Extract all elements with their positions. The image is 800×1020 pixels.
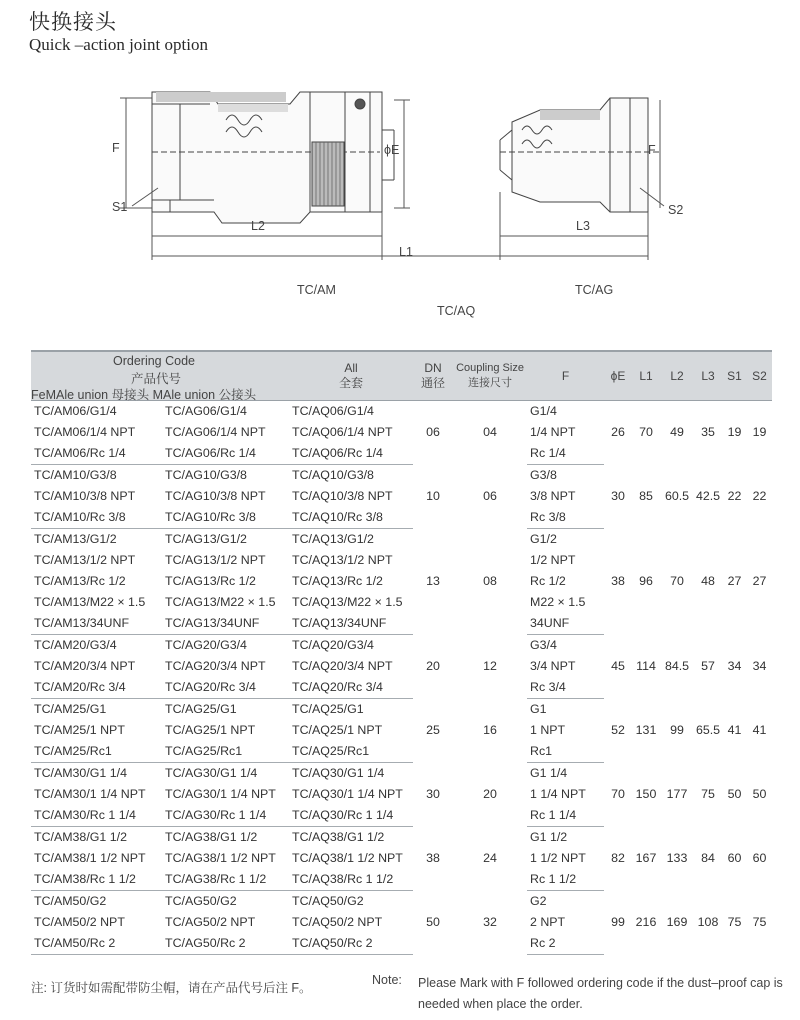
all-code-cell: TC/AQ10/3/8 NPT (292, 489, 393, 503)
s1-cell: 41 (727, 723, 742, 737)
dn-cell: 10 (426, 489, 440, 503)
female-code-cell: TC/AM30/1 1/4 NPT (34, 787, 146, 801)
all-code-cell: TC/AQ20/3/4 NPT (292, 659, 393, 673)
phi-e-cell: 26 (611, 425, 625, 440)
all-code-cell: TC/AQ06/1/4 NPT (292, 425, 393, 439)
coupling-size-cell: 16 (483, 723, 497, 737)
header-s1: S1 (722, 351, 747, 401)
table-row (31, 891, 772, 913)
female-code-cell: TC/AM10/G3/8 (34, 468, 117, 482)
female-code-cell: TC/AM06/Rc 1/4 (31, 443, 162, 465)
s1-cell: 34 (727, 659, 742, 673)
female-code-cell: TC/AM13/G1/2 (34, 532, 117, 546)
thread-f-cell: Rc 1 1/4 (527, 805, 604, 827)
male-coupling-figure (500, 98, 660, 212)
female-code-cell: TC/AM06/1/4 NPT (34, 425, 136, 439)
phi-e-cell: 70 (611, 787, 625, 801)
female-code-cell: TC/AM20/Rc 3/4 (31, 677, 162, 699)
thread-f-cell: G3/4 (530, 638, 557, 652)
male-code-cell: TC/AG30/G1 1/4 (165, 766, 258, 780)
l3-cell: 42.5 (695, 489, 721, 503)
female-code-cell: TC/AM38/Rc 1 1/2 (31, 869, 162, 891)
all-code-cell: TC/AQ13/34UNF (289, 613, 413, 635)
male-code-cell: TC/AG06/Rc 1/4 (162, 443, 289, 465)
l1-cell: 85 (639, 489, 653, 503)
all-code-cell: TC/AQ20/Rc 3/4 (289, 677, 413, 699)
female-code-cell: TC/AM13/34UNF (31, 613, 162, 635)
male-code-cell: TC/AG30/1 1/4 NPT (165, 787, 276, 801)
male-code-cell: TC/AG25/Rc1 (162, 741, 289, 763)
table-row (31, 699, 772, 721)
female-code-cell: TC/AM50/2 NPT (34, 915, 125, 929)
l1-cell: 131 (635, 723, 657, 737)
all-code-cell: TC/AQ30/1 1/4 NPT (292, 787, 403, 801)
s1-cell: 60 (727, 851, 742, 865)
female-code-cell: TC/AM25/Rc1 (31, 741, 162, 763)
male-code-cell: TC/AG13/M22 × 1.5 (165, 595, 276, 609)
male-code-cell: TC/AG50/G2 (165, 894, 237, 908)
header-all: All (344, 361, 358, 375)
header-coupling-cn: 连接尺寸 (468, 377, 512, 389)
l1-cell: 216 (635, 915, 657, 929)
dn-cell: 20 (426, 659, 440, 673)
thread-f-cell: G1 1/2 (530, 830, 568, 844)
thread-f-cell: 1 NPT (530, 723, 566, 737)
thread-f-cell: Rc 3/4 (527, 677, 604, 699)
thread-f-cell: 3/8 NPT (530, 489, 576, 503)
l2-cell: 84.5 (664, 659, 690, 673)
female-code-cell: TC/AM38/G1 1/2 (34, 830, 127, 844)
all-code-cell: TC/AQ13/1/2 NPT (292, 553, 393, 567)
s2-cell: 50 (752, 787, 767, 801)
female-code-cell: TC/AM06/G1/4 (34, 404, 117, 418)
l1-cell: 150 (635, 787, 657, 801)
table-header (31, 351, 772, 401)
all-code-cell: TC/AQ10/Rc 3/8 (289, 507, 413, 529)
coupling-size-cell: 20 (483, 787, 497, 801)
all-code-cell: TC/AQ06/Rc 1/4 (289, 443, 413, 465)
thread-f-cell: G1/2 (530, 532, 557, 546)
male-code-cell: TC/AG10/Rc 3/8 (162, 507, 289, 529)
header-all-cn: 全套 (338, 376, 363, 390)
s2-cell: 27 (752, 574, 767, 588)
phi-e-cell: 52 (611, 723, 625, 737)
male-code-cell: TC/AG13/34UNF (162, 613, 289, 635)
l2-cell: 99 (670, 723, 684, 737)
all-code-cell: TC/AQ30/Rc 1 1/4 (289, 805, 413, 827)
s1-cell: 27 (727, 574, 742, 588)
label-phi-e: ϕE (384, 143, 400, 157)
coupling-size-cell: 06 (483, 489, 497, 503)
l1-cell: 114 (636, 659, 656, 673)
phi-e-cell: 30 (611, 489, 625, 503)
phi-e-cell: 38 (611, 574, 625, 588)
thread-f-cell: 3/4 NPT (530, 659, 576, 673)
male-code-cell: TC/AG10/G3/8 (165, 468, 247, 482)
l3-cell: 35 (701, 425, 715, 440)
l1-cell: 96 (639, 574, 653, 588)
l3-cell: 65.5 (695, 723, 721, 737)
header-f: F (527, 351, 604, 401)
header-female-male: FeMAle union 母接头 MAle union 公接头 (31, 388, 257, 402)
caption-all: TC/AQ (437, 304, 476, 318)
header-dn-cn: 通径 (420, 376, 445, 390)
coupling-drawing (0, 60, 800, 320)
all-code-cell: TC/AQ13/G1/2 (292, 532, 374, 546)
all-code-cell: TC/AQ50/Rc 2 (289, 933, 413, 955)
all-code-cell: TC/AQ50/G2 (292, 894, 364, 908)
male-code-cell: TC/AG30/Rc 1 1/4 (162, 805, 289, 827)
l3-cell: 108 (697, 915, 719, 929)
table-body (31, 401, 772, 955)
coupling-size-cell: 12 (483, 659, 497, 673)
thread-f-cell: G3/8 (530, 468, 557, 482)
header-coupling: Coupling Size (456, 362, 524, 374)
table-row (31, 401, 772, 423)
male-code-cell: TC/AG20/Rc 3/4 (162, 677, 289, 699)
thread-f-cell: Rc1 (527, 741, 604, 763)
s2-cell: 75 (752, 915, 767, 929)
male-code-cell: TC/AG20/3/4 NPT (165, 659, 266, 673)
s2-cell: 34 (752, 659, 767, 673)
coupling-size-cell: 24 (483, 851, 497, 865)
page-title-en: Quick –action joint option (29, 35, 208, 54)
s2-cell: 41 (752, 723, 767, 737)
label-l2: L2 (251, 219, 265, 233)
thread-f-cell: 1 1/2 NPT (530, 851, 586, 865)
male-code-cell: TC/AG50/2 NPT (165, 915, 256, 929)
female-code-cell: TC/AM30/Rc 1 1/4 (31, 805, 162, 827)
thread-f-cell: 2 NPT (530, 915, 566, 929)
header-l3: L3 (694, 351, 722, 401)
female-code-cell: TC/AM25/G1 (34, 702, 107, 716)
male-code-cell: TC/AG38/1 1/2 NPT (165, 851, 276, 865)
header-phi-e: ϕE (604, 351, 632, 401)
phi-e-cell: 82 (611, 851, 625, 865)
thread-f-cell: 34UNF (527, 613, 604, 635)
table-row (31, 827, 772, 849)
caption-female: TC/AM (297, 283, 336, 297)
female-code-cell: TC/AM13/M22 × 1.5 (34, 595, 146, 609)
female-code-cell: TC/AM10/Rc 3/8 (31, 507, 162, 529)
l1-cell: 70 (639, 425, 653, 440)
header-l1: L1 (632, 351, 660, 401)
dn-cell: 13 (426, 574, 440, 588)
table-row (31, 465, 772, 487)
male-code-cell: TC/AG06/1/4 NPT (165, 425, 266, 439)
female-code-cell: TC/AM20/3/4 NPT (34, 659, 136, 673)
note-cn: 注: 订货时如需配带防尘帽，请在产品代号后注 F。 (31, 981, 312, 995)
thread-f-cell: Rc 1 1/2 (527, 869, 604, 891)
thread-f-cell: M22 × 1.5 (530, 595, 586, 609)
male-code-cell: TC/AG13/G1/2 (165, 532, 247, 546)
all-code-cell: TC/AQ25/1 NPT (292, 723, 383, 737)
female-code-cell: TC/AM25/1 NPT (34, 723, 125, 737)
female-code-cell: TC/AM38/1 1/2 NPT (34, 851, 146, 865)
l3-cell: 57 (701, 659, 715, 673)
dn-cell: 06 (426, 425, 440, 440)
thread-f-cell: Rc 2 (527, 933, 604, 955)
l2-cell: 49 (670, 425, 684, 440)
label-f-male: F (648, 143, 656, 157)
all-code-cell: TC/AQ13/M22 × 1.5 (292, 595, 403, 609)
dn-cell: 25 (426, 723, 440, 737)
phi-e-cell: 99 (611, 915, 625, 929)
dn-cell: 30 (426, 787, 440, 801)
thread-f-cell: Rc 1/4 (527, 443, 604, 465)
header-dn: DN (424, 361, 442, 375)
header-l2: L2 (660, 351, 694, 401)
thread-f-cell: G1/4 (530, 404, 557, 418)
l2-cell: 169 (666, 915, 688, 929)
label-s1: S1 (112, 200, 128, 214)
all-code-cell: TC/AQ06/G1/4 (292, 404, 374, 418)
spec-table (31, 350, 772, 955)
l1-cell: 167 (635, 851, 657, 865)
header-ordering-code-cn: 产品代号 (131, 372, 182, 386)
note-label: Note: (372, 973, 402, 987)
male-code-cell: TC/AG25/1 NPT (165, 723, 256, 737)
all-code-cell: TC/AQ25/G1 (292, 702, 364, 716)
all-code-cell: TC/AQ50/2 NPT (292, 915, 383, 929)
table-row (31, 529, 772, 551)
female-code-cell: TC/AM20/G3/4 (34, 638, 117, 652)
thread-f-cell: G1 1/4 (530, 766, 568, 780)
l3-cell: 75 (701, 787, 715, 801)
s1-cell: 50 (727, 787, 742, 801)
thread-f-cell: 1 1/4 NPT (530, 787, 586, 801)
female-code-cell: TC/AM13/Rc 1/2 (34, 574, 126, 588)
male-code-cell: TC/AG50/Rc 2 (162, 933, 289, 955)
label-l1: L1 (399, 245, 413, 259)
l2-cell: 133 (666, 851, 688, 865)
thread-f-cell: Rc 3/8 (527, 507, 604, 529)
female-coupling-figure (152, 92, 394, 223)
l2-cell: 70 (670, 574, 684, 588)
coupling-size-cell: 04 (483, 425, 497, 440)
l2-cell: 60.5 (664, 489, 690, 503)
all-code-cell: TC/AQ30/G1 1/4 (292, 766, 385, 780)
all-code-cell: TC/AQ25/Rc1 (289, 741, 413, 763)
female-code-cell: TC/AM13/1/2 NPT (34, 553, 136, 567)
coupling-size-cell: 32 (483, 915, 497, 929)
all-code-cell: TC/AQ13/Rc 1/2 (292, 574, 383, 588)
thread-f-cell: G1 (530, 702, 547, 716)
table-row (31, 635, 772, 657)
all-code-cell: TC/AQ38/G1 1/2 (292, 830, 385, 844)
male-code-cell: TC/AG20/G3/4 (165, 638, 247, 652)
all-code-cell: TC/AQ10/G3/8 (292, 468, 374, 482)
label-l3: L3 (576, 219, 590, 233)
all-code-cell: TC/AQ38/Rc 1 1/2 (289, 869, 413, 891)
s2-cell: 22 (752, 489, 767, 503)
female-code-cell: TC/AM50/G2 (34, 894, 107, 908)
l3-cell: 84 (701, 851, 715, 865)
s2-cell: 19 (752, 425, 767, 440)
thread-f-cell: G2 (530, 894, 547, 908)
header-s2: S2 (747, 351, 772, 401)
male-code-cell: TC/AG13/Rc 1/2 (165, 574, 256, 588)
thread-f-cell: Rc 1/2 (530, 574, 566, 588)
table-row (31, 763, 772, 785)
male-code-cell: TC/AG13/1/2 NPT (165, 553, 266, 567)
page-title-cn: 快换接头 (29, 11, 117, 34)
label-f: F (112, 141, 120, 155)
female-code-cell: TC/AM50/Rc 2 (31, 933, 162, 955)
s2-cell: 60 (752, 851, 767, 865)
header-ordering-code: Ordering Code (113, 354, 195, 368)
label-s2: S2 (668, 203, 684, 217)
male-code-cell: TC/AG25/G1 (165, 702, 237, 716)
s1-cell: 19 (727, 425, 742, 440)
all-code-cell: TC/AQ38/1 1/2 NPT (292, 851, 403, 865)
dn-cell: 38 (426, 851, 440, 865)
male-code-cell: TC/AG38/G1 1/2 (165, 830, 258, 844)
female-code-cell: TC/AM30/G1 1/4 (34, 766, 127, 780)
coupling-size-cell: 08 (483, 574, 497, 588)
dn-cell: 50 (426, 915, 440, 929)
note-en: Please Mark with F followed ordering code if the dust–proof cap is needed when place the order. (418, 976, 783, 1011)
male-code-cell: TC/AG10/3/8 NPT (165, 489, 266, 503)
thread-f-cell: 1/4 NPT (530, 425, 576, 439)
female-code-cell: TC/AM10/3/8 NPT (34, 489, 136, 503)
male-code-cell: TC/AG06/G1/4 (165, 404, 247, 418)
thread-f-cell: 1/2 NPT (530, 553, 576, 567)
male-code-cell: TC/AG38/Rc 1 1/2 (162, 869, 289, 891)
all-code-cell: TC/AQ20/G3/4 (292, 638, 374, 652)
l3-cell: 48 (701, 574, 715, 588)
phi-e-cell: 45 (611, 659, 625, 673)
s1-cell: 22 (727, 489, 742, 503)
l2-cell: 177 (666, 787, 688, 801)
s1-cell: 75 (727, 915, 742, 929)
caption-male: TC/AG (575, 283, 614, 297)
